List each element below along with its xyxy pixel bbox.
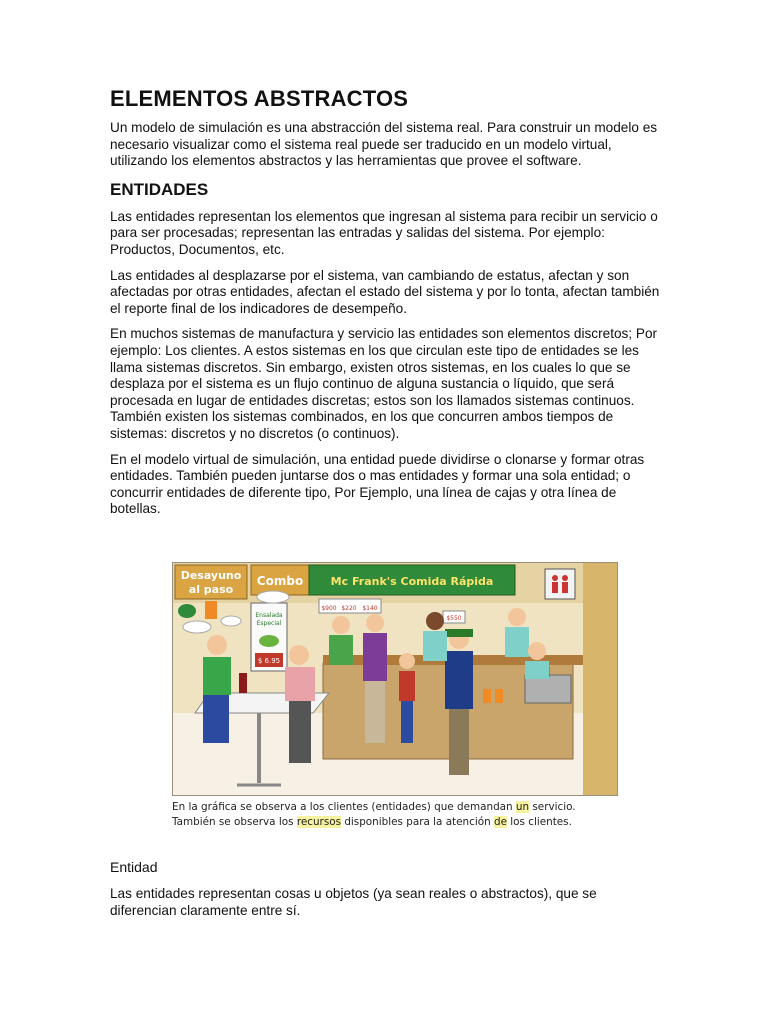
price-tag-4: $550 [446,615,462,622]
menu-board-line1: Ensalada [255,612,283,619]
subtitle-entidad: Entidad [110,859,158,875]
entity-definition-section [110,858,662,928]
sign-store-name: Mc Frank's Comida Rápida [330,575,494,588]
intro-paragraph: Un modelo de simulación es una abstracción del sistema real. Para construir un modelo es necesario visualizar como el sistema real puede ser traducido en un modelo virtual, utilizando los elementos abstractos y las herramientas que provee el software. [110,120,658,169]
figure-caption [172,800,622,830]
document-body [110,86,662,527]
price-tag-1: $900 [321,605,337,612]
sign-breakfast-line2: al paso [188,583,234,596]
price-tag-3: $140 [362,605,378,612]
caption-line-1: En la gráfica se observa a los clientes (entidades) que demandan un servicio. [172,801,576,813]
section-heading: ENTIDADES [110,179,209,199]
menu-board-line2: Especial [256,620,282,627]
price-tag-2: $220 [341,605,357,612]
paragraph-1: Las entidades representan los elementos que ingresan al sistema para recibir un servicio o para ser procesadas; representan las entradas y salidas del sistema. Por ejemplo: Productos, Documentos, etc. [110,208,658,257]
menu-board-price: $ 6.95 [257,657,281,665]
sign-breakfast-line1: Desayuno [180,569,242,582]
page-title: ELEMENTOS ABSTRACTOS [110,86,409,111]
definition-paragraph: Las entidades representan cosas u objetos (ya sean reales o abstractos), que se diferencian claramente entre sí. [110,886,597,918]
sign-combo: Combo [256,574,304,588]
paragraph-3: En muchos sistemas de manufactura y servicio las entidades son elementos discretos; Por ejemplo: Los clientes. A estos sistemas en los que circulan este tipo de entidades se les llama sistemas discretos. Sin embargo, existen otros sistemas, en los cuales lo que se desplaza por el sistema es un flujo continuo de alguna sustancia o líquido, que será procesada en lugar de entidades discretas; estos son los llamados sistemas continuos. También existen los sistemas combinados, en los que concurren ambos tiempos de sistemas: discretos y no discretos (o continuos). [110,326,658,441]
paragraph-2: Las entidades al desplazarse por el sistema, van cambiando de estatus, afectan y son afectadas por otras entidades, afectan el estado del sistema y por lo tonta, afectan también el reporte final de los indicadores de desempeño. [110,267,660,316]
paragraph-4: En el modelo virtual de simulación, una entidad puede dividirse o clonarse y formar otras entidades. También pueden juntarse dos o mas entidades y formar una sola entidad; o concurrir entidades de diferente tipo, Por Ejemplo, una línea de cajas y otra línea de botellas. [110,451,645,517]
caption-line-2: También se observa los recursos disponibles para la atención de los clientes. [172,816,572,828]
restaurant-illustration [172,562,618,796]
